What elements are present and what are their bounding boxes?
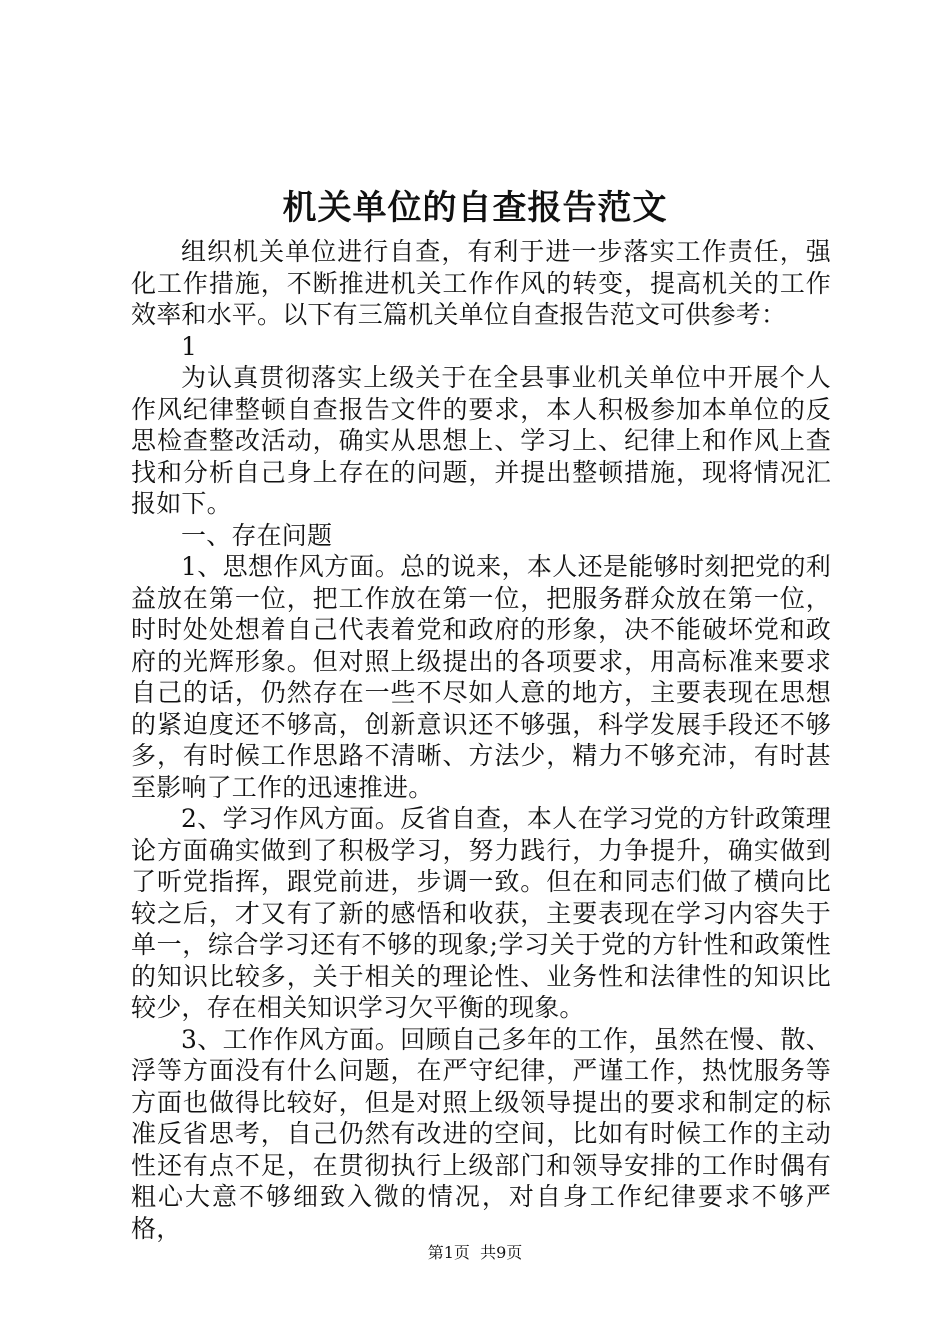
section-number: 1 [181,331,198,361]
section-heading: 一、存在问题 [181,520,333,550]
page-total: 共9页 [480,1243,523,1262]
page-footer [0,1242,950,1264]
page-number: 第1页 [427,1243,470,1262]
body-paragraph: 3、工作作风方面。回顾自己多年的工作，虽然在慢、散、浮等方面没有什么问题，在严守纪律，严谨工作，热忱服务等方面也做得比较好，但是对照上级领导提出的要求和制定的标准反省思考，自己仍然有改进的空间，比如有时候工作的主动性还有点不足，在贯彻执行上级部门和领导安排的工作时偶有粗心大意不够细致入微的情况，对自身工作纪律要求不够严格， [131,1024,831,1243]
document-body [131,236,831,1244]
body-paragraph: 为认真贯彻落实上级关于在全县事业机关单位中开展个人作风纪律整顿自查报告文件的要求，本人积极参加本单位的反思检查整改活动，确实从思想上、学习上、纪律上和作风上查找和分析自己身上存在的问题，并提出整顿措施，现将情况汇报如下。 [131,363,831,518]
intro-paragraph: 组织机关单位进行自查，有利于进一步落实工作责任，强化工作措施，不断推进机关工作作风的转变，提高机关的工作效率和水平。以下有三篇机关单位自查报告范文可供参考： [131,237,831,329]
body-paragraph: 1、思想作风方面。总的说来，本人还是能够时刻把党的利益放在第一位，把工作放在第一位，把服务群众放在第一位，时时处处想着自己代表着党和政府的形象，决不能破坏党和政府的光辉形象。但对照上级提出的各项要求，用高标准来要求自己的话，仍然存在一些不尽如人意的地方，主要表现在思想的紧迫度还不够高，创新意识还不够强，科学发展手段还不够多，有时候工作思路不清晰、方法少，精力不够充沛，有时甚至影响了工作的迅速推进。 [131,552,831,802]
page-title: 机关单位的自查报告范文 [282,188,668,228]
body-paragraph: 2、学习作风方面。反省自查，本人在学习党的方针政策理论方面确实做到了积极学习，努力践行，力争提升，确实做到了听党指挥，跟党前进，步调一致。但在和同志们做了横向比较之后，才又有了新的感悟和收获，主要表现在学习内容失于单一，综合学习还有不够的现象;学习关于党的方针性和政策性的知识比较多，关于相关的理论性、业务性和法律性的知识比较少，存在相关知识学习欠平衡的现象。 [131,804,831,1022]
